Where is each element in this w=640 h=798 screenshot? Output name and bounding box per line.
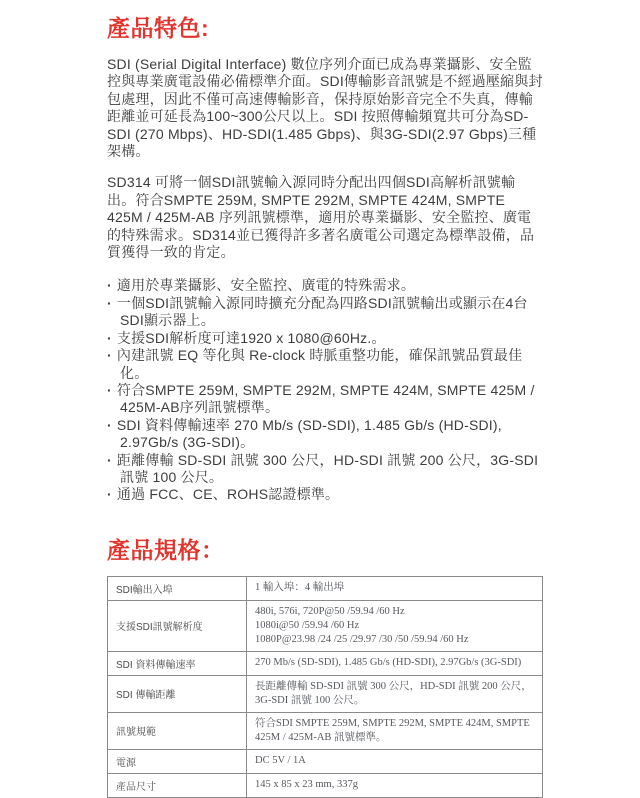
feature-bullet-list [107,277,543,503]
feature-bullet-item: · SDI 資料傳輸速率 270 Mb/s (SD-SDI), 1.485 Gb/s (HD-SDI), 2.97Gb/s (3G-SDI)。 [107,417,543,452]
spec-value-cell: 1 輸入埠：4 輸出埠 [247,576,543,600]
sd314-description-paragraph: SD314 可將一個SDI訊號輸入源同時分配出四個SDI高解析訊號輸出。符合SMPTE 259M, SMPTE 292M, SMPTE 424M, SMPTE 425M / 425M-AB 序列訊號標準，適用於專業攝影、安全監控、廣電的特殊需求。SD314並已獲得許多著名廣電公司選定為標準設備，品質獲得一致的肯定。 [107,174,535,261]
spec-label-cell: SDI 資料傳輸速率 [108,651,247,675]
feature-bullet-item: · 內建訊號 EQ 等化與 Re-clock 時脈重整功能，確保訊號品質最佳化。 [107,347,543,382]
spec-table-row [108,773,543,797]
feature-bullet-item: · 一個SDI訊號輸入源同時擴充分配為四路SDI訊號輸出或顯示在4台SDI顯示器上。 [107,295,543,330]
spec-value-cell: DC 5V / 1A [247,749,543,773]
spec-label-cell: 支援SDI訊號解析度 [108,600,247,651]
spec-value-cell: 480i, 576i, 720P@50 /59.94 /60 Hz 1080i@50 /59.94 /60 Hz 1080P@23.98 /24 /25 /29.97 /30 /50 /59.94 /60 Hz [247,600,543,651]
spec-label-cell: SDI 傳輸距離 [108,675,247,712]
spec-table-row [108,600,543,651]
spec-table-row [108,749,543,773]
feature-bullet-item: · 支援SDI解析度可達1920 x 1080@60Hz.。 [107,330,543,347]
feature-bullet-item: · 符合SMPTE 259M, SMPTE 292M, SMPTE 424M, SMPTE 425M / 425M-AB序列訊號標準。 [107,382,543,417]
spec-table-row [108,576,543,600]
spec-table-row [108,675,543,712]
spec-label-cell: 訊號規範 [108,712,247,749]
feature-bullet-item: · 適用於專業攝影、安全監控、廣電的特殊需求。 [107,277,543,294]
specs-table-body [108,576,543,797]
specs-table [107,576,543,798]
spec-label-cell: SDI輸出入埠 [108,576,247,600]
spec-label-cell: 電源 [108,749,247,773]
specs-heading: 產品規格： [107,536,225,563]
spec-label-cell: 產品尺寸 [108,773,247,797]
product-detail-page [107,0,543,798]
features-heading: 產品特色: [107,15,210,41]
feature-bullet-item: · 距離傳輸 SD-SDI 訊號 300 公尺，HD-SDI 訊號 200 公尺，3G-SDI訊號 100 公尺。 [107,452,543,487]
spec-table-row [108,651,543,675]
spec-value-cell: 符合SDI SMPTE 259M, SMPTE 292M, SMPTE 424M, SMPTE 425M / 425M-AB 訊號標準。 [247,712,543,749]
spec-value-cell: 270 Mb/s (SD-SDI), 1.485 Gb/s (HD-SDI), 2.97Gb/s (3G-SDI) [247,651,543,675]
sdi-intro-paragraph: SDI (Serial Digital Interface) 數位序列介面已成為專業攝影、安全監控與專業廣電設備必備標準介面。SDI傳輸影音訊號是不經過壓縮與封包處理，因此不僅可高速傳輸影音，保持原始影音完全不失真，傳輸距離並可延長為100~300公尺以上。SDI 按照傳輸頻寬共可分為SD-SDI (270 Mbps)、HD-SDI(1.485 Gbps)、與3G-SDI(2.97 Gbps)三種架構。 [107,56,543,160]
spec-value-cell: 145 x 85 x 23 mm, 337g [247,773,543,797]
spec-value-cell: 長距離傳輸 SD-SDI 訊號 300 公尺，HD-SDI 訊號 200 公尺，3G-SDI 訊號 100 公尺。 [247,675,543,712]
feature-bullet-item: · 通過 FCC、CE、ROHS認證標準。 [107,486,543,503]
spec-table-row [108,712,543,749]
